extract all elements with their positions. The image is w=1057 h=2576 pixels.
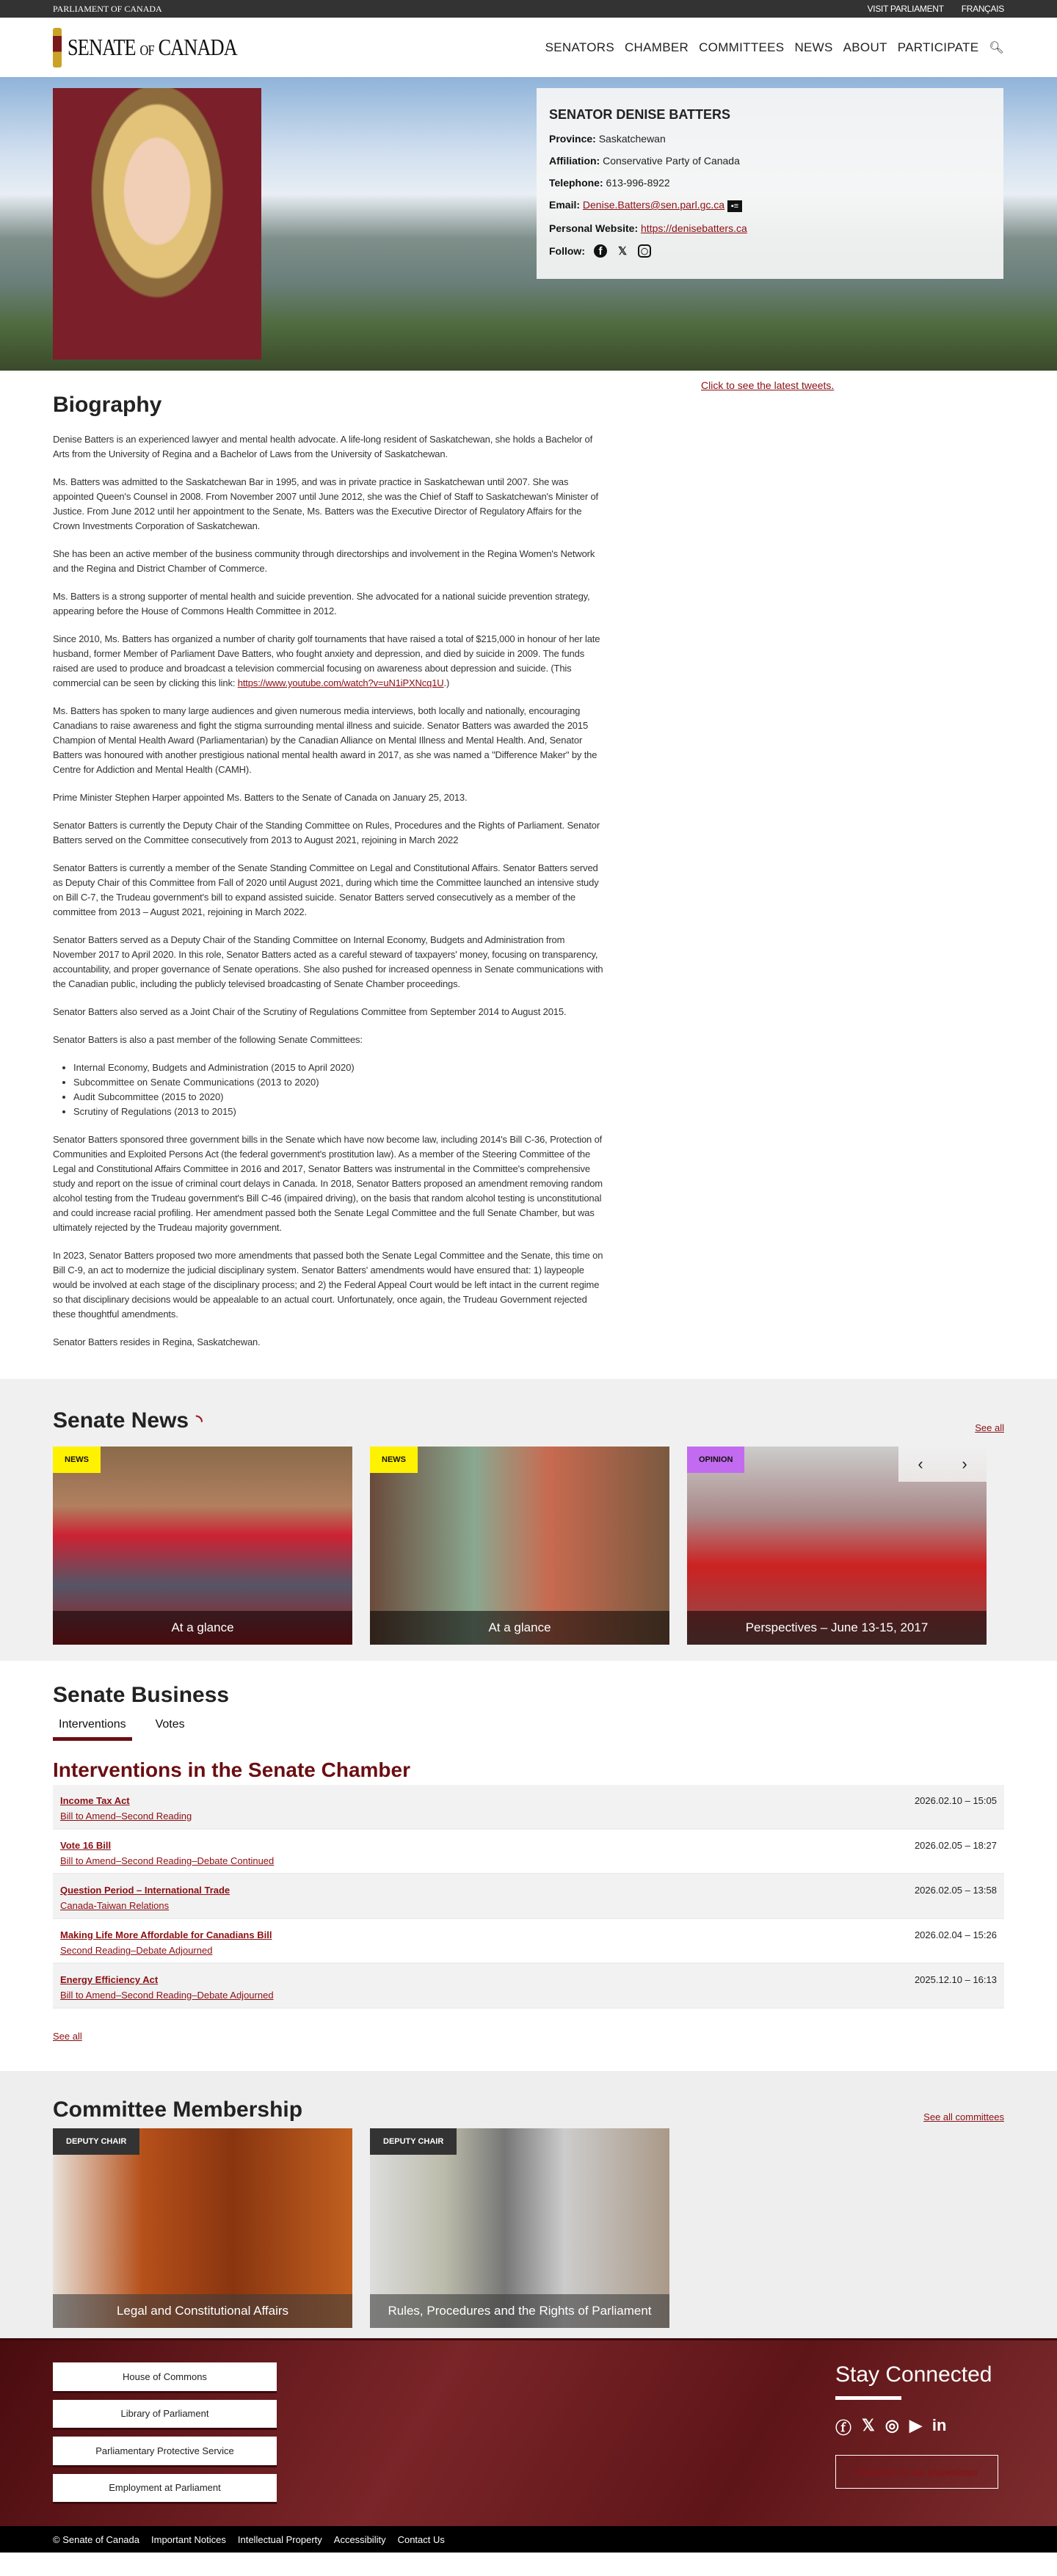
intervention-row (53, 1874, 1004, 1919)
search-icon[interactable]: 🔍︎ (989, 41, 1004, 54)
x-icon[interactable]: 𝕏 (862, 2416, 875, 2434)
intervention-title[interactable]: Making Life More Affordable for Canadians Bill (60, 1929, 272, 1940)
senate-news-section (0, 1379, 1057, 1661)
bio-paragraph: Ms. Batters was admitted to the Saskatchewan Bar in 1995, and was in private practice in Saskatchewan until 2007. She was appointed Queen's Counsel in 2008. From November 2007 until June 2012, she was the Chief of Staff to Saskatchewan's Minister of Justice. From June 2012 until her appointment to the Senate, Ms. Batters was the Executive Director of Regulatory Affairs for the Crown Investments Corporation of Saskatchewan. (53, 476, 599, 531)
bio-paragraph: Senator Batters sponsored three government bills in the Senate which have now become law, including 2014's Bill C-36, Protection of Communities and Exploited Persons Act (the federal government's prostitution law). As a member of the Steering Committee of the Legal and Constitutional Affairs Committee in 2016 and 2017, Senator Batters was instrumental in the Committee's comprehensive study and report on the issue of criminal court delays in Canada. In 2018, Senator Batters proposed an amendment removing random alcohol testing from the Trudeau government's Bill C-46 (impaired driving), on the basis that random alcohol testing is unconstitutional and could increase racial profiling. Her amendment passed both the Senate Legal Committee and the full Senate Chamber, but was ultimately rejected by the Trudeau majority government. (53, 1134, 603, 1233)
protective-service-link[interactable]: Parliamentary Protective Service (53, 2437, 277, 2467)
senate-business-section (0, 1661, 1057, 2071)
intervention-subtitle[interactable]: Bill to Amend–Second Reading–Debate Continued (60, 1855, 275, 1866)
senator-name: SENATOR DENISE BATTERS (549, 107, 731, 122)
contact-card-icon[interactable]: ▪≡ (727, 200, 742, 212)
list-item: • Internal Economy, Budgets and Administration (2015 to April 2020) (73, 1060, 608, 1075)
facebook-icon[interactable]: ⓕ (835, 2419, 852, 2437)
committee-heading: Committee Membership (53, 2097, 303, 2122)
bio-paragraph: Senator Batters is currently the Deputy Chair of the Standing Committee on Rules, Procedures and the Rights of Parliament. Senator Batters served on the Committee consecutively from 2013 to August 2021, rejoining in March 2022 (53, 820, 600, 845)
x-icon[interactable]: 𝕏 (617, 245, 628, 258)
intervention-title[interactable]: Energy Efficiency Act (60, 1974, 159, 1985)
important-notices-link[interactable]: Important Notices (151, 2533, 226, 2545)
telephone-label: Telephone: (549, 177, 603, 189)
profile-card (537, 88, 1003, 279)
website-label: Personal Website: (549, 222, 639, 234)
copyright: © Senate of Canada (53, 2533, 139, 2545)
parliament-link[interactable]: PARLIAMENT OF CANADA (53, 3, 162, 14)
news-card[interactable] (687, 1447, 987, 1645)
contact-us-link[interactable]: Contact Us (397, 2533, 445, 2545)
follow-label: Follow: (549, 245, 585, 257)
prev-arrow-icon[interactable]: ‹ (918, 1455, 923, 1473)
role-tag: DEPUTY CHAIR (53, 2128, 139, 2155)
bio-paragraph: Senator Batters also served as a Joint Chair of the Scrutiny of Regulations Committee from September 2014 to August 2015. (53, 1006, 567, 1017)
accessibility-link[interactable]: Accessibility (333, 2533, 386, 2545)
intervention-row (53, 1919, 1004, 1964)
youtube-link[interactable]: https://www.youtube.com/watch?v=uN1iPXNcq1U (237, 677, 444, 688)
logo-of: OF (139, 43, 154, 59)
affiliation-value: Conservative Party of Canada (603, 155, 740, 167)
committee-caption: Rules, Procedures and the Rights of Parliament (370, 2294, 669, 2328)
see-all-committees-link[interactable]: See all committees (923, 2111, 1004, 2122)
news-caption: At a glance (370, 1611, 669, 1645)
bottom-bar (0, 2526, 1057, 2553)
next-arrow-icon[interactable]: › (962, 1455, 967, 1473)
committee-card[interactable] (370, 2128, 669, 2328)
logo-text-end: CANADA (158, 34, 237, 60)
role-tag: DEPUTY CHAIR (370, 2128, 457, 2155)
profile-hero (0, 77, 1057, 391)
biography-heading: Biography (53, 393, 162, 417)
nav-chamber[interactable]: CHAMBER (624, 40, 689, 54)
news-card[interactable] (370, 1447, 669, 1645)
subscribe-button[interactable]: Subscribe to our eNewsletter (835, 2455, 998, 2489)
bio-paragraph: Senator Batters is also a past member of the following Senate Committees: (53, 1034, 363, 1045)
nav-news[interactable]: NEWS (794, 40, 833, 54)
province-label: Province: (549, 133, 596, 145)
bio-paragraph: In 2023, Senator Batters proposed two more amendments that passed both the Senate Legal Committee and the Senate, this time on Bill C-9, an act to modernize the judicial disciplinary system. Senator Batters' amendments would have ensured that: 1) laypeople would be involved at each stage of the disciplinary process; and 2) the Federal Appeal Court would be left intact in the current regime so that disciplinary decisions would be appealable to an actual court. Unfortunately, once again, the Trudeau Government rejected these thoughtful amendments. (53, 1250, 603, 1320)
visit-parliament-link[interactable]: VISIT PARLIAMENT (867, 4, 944, 14)
logo-text: SENATE (68, 34, 136, 60)
bio-paragraph: Senator Batters served as a Deputy Chair of the Standing Committee on Internal Economy, Budgets and Administration from November 2017 to April 2020. In this role, Senator Batters acted as a careful steward of taxpayers' money, focusing on transparency, accountability, and proper governance of Senate operations. She also pushed for increased openness in Senate communications with the Canadian public, including the publicly televised broadcasting of Senate Chamber proceedings. (53, 934, 603, 989)
main-nav (545, 40, 1004, 55)
affiliation-label: Affiliation: (549, 155, 600, 167)
business-tabs (53, 1718, 1004, 1741)
bio-paragraph: She has been an active member of the business community through directorships and involvement in the Regina Women's Network and the Regina and District Chamber of Commerce. (53, 548, 595, 574)
nav-senators[interactable]: SENATORS (545, 40, 614, 54)
facebook-icon[interactable]: f (594, 244, 607, 258)
carousel-controls (898, 1447, 987, 1482)
mace-icon (53, 28, 62, 68)
bio-paragraph: Prime Minister Stephen Harper appointed Ms. Batters to the Senate of Canada on January 25, 2013. (53, 792, 468, 803)
latest-tweets-link[interactable]: Click to see the latest tweets. (701, 379, 835, 391)
nav-committees[interactable]: COMMITTEES (699, 40, 785, 54)
tab-votes[interactable]: Votes (155, 1718, 185, 1731)
committee-card[interactable] (53, 2128, 352, 2328)
rss-icon[interactable]: ◝ (196, 1411, 203, 1430)
bio-paragraph: Ms. Batters is a strong supporter of mental health and suicide prevention. She advocated for a national suicide prevention strategy, appearing before the House of Commons Health Committee in 2012. (53, 591, 590, 616)
committee-caption: Legal and Constitutional Affairs (53, 2294, 352, 2328)
site-footer (0, 2338, 1057, 2526)
intervention-subtitle[interactable]: Bill to Amend–Second Reading (60, 1811, 192, 1822)
news-tag: OPINION (687, 1447, 744, 1473)
intervention-row (53, 1785, 1004, 1830)
committee-membership-section (0, 2071, 1057, 2338)
instagram-icon[interactable]: ◯ (638, 244, 651, 258)
email-label: Email: (549, 199, 581, 211)
site-header (0, 18, 1057, 77)
nav-about[interactable]: ABOUT (843, 40, 887, 54)
tab-interventions[interactable]: Interventions (53, 1718, 132, 1741)
top-bar (0, 0, 1057, 18)
divider (835, 2396, 901, 2400)
bio-paragraph: Senator Batters resides in Regina, Saskatchewan. (53, 1336, 261, 1347)
stay-connected-heading: Stay Connected (835, 2362, 992, 2387)
bio-paragraph: Senator Batters is currently a member of the Senate Standing Committee on Legal and Constitutional Affairs. Senator Batters served as Deputy Chair of this Committee from Fall of 2020 until August 2021, during which time the Committee launched an intensive study on Bill C-7, the Trudeau government's bill to expand assisted suicide. Senator Batters served consecutively as a member of the committee from 2013 – August 2021, rejoining in March 2022. (53, 862, 599, 917)
past-committees-list (73, 1060, 608, 1119)
intervention-row (53, 1964, 1004, 2009)
news-caption: At a glance (53, 1611, 352, 1645)
library-of-parliament-link[interactable]: Library of Parliament (53, 2400, 277, 2431)
intervention-date: 2026.02.04 – 15:26 (914, 1929, 997, 1940)
youtube-icon[interactable]: ▶ (909, 2416, 922, 2434)
interventions-list (53, 1785, 1004, 2009)
linkedin-icon[interactable]: in (931, 2416, 947, 2434)
news-tag: NEWS (370, 1447, 418, 1473)
house-of-commons-link[interactable]: House of Commons (53, 2362, 277, 2393)
intervention-title[interactable]: Vote 16 Bill (60, 1840, 112, 1851)
interventions-heading: Interventions in the Senate Chamber (53, 1758, 410, 1781)
employment-link[interactable]: Employment at Parliament (53, 2474, 277, 2505)
bio-paragraph: Ms. Batters has spoken to many large audiences and given numerous media interviews, both locally and nationally, encouraging Canadians to raise awareness and fight the stigma surrounding mental illness and suicide. Senator Batters was awarded the 2015 Champion of Mental Health Award (Parliamentarian) by the Canadian Alliance on Mental Illness and Mental Health. And, Senator Batters was honoured with another prestigious national mental health award in 2017, as she was named a "Difference Maker" by the Centre for Addiction and Mental Health (CAMH). (53, 705, 597, 775)
intervention-title[interactable]: Question Period – International Trade (60, 1885, 230, 1896)
business-heading: Senate Business (53, 1683, 230, 1707)
intervention-subtitle[interactable]: Second Reading–Debate Adjourned (60, 1945, 213, 1956)
intervention-subtitle[interactable]: Canada-Taiwan Relations (60, 1900, 170, 1911)
intellectual-property-link[interactable]: Intellectual Property (237, 2533, 322, 2545)
news-tag: NEWS (53, 1447, 101, 1473)
language-toggle[interactable]: FRANÇAIS (961, 4, 1004, 14)
news-heading: Senate News (53, 1408, 189, 1433)
intervention-date: 2025.12.10 – 16:13 (914, 1974, 997, 1985)
list-item: • Audit Subcommittee (2015 to 2020) (73, 1090, 608, 1105)
intervention-date: 2026.02.05 – 18:27 (914, 1840, 997, 1851)
bio-paragraph (53, 632, 608, 691)
province-value: Saskatchewan (598, 133, 666, 145)
intervention-date: 2026.02.05 – 13:58 (914, 1885, 997, 1896)
nav-participate[interactable]: PARTICIPATE (897, 40, 979, 54)
website-link[interactable]: https://denisebatters.ca (641, 222, 747, 234)
senator-portrait (53, 88, 261, 360)
bio-text: .) (443, 677, 450, 688)
bio-paragraph: Denise Batters is an experienced lawyer and mental health advocate. A life-long resident of Saskatchewan, she holds a Bachelor of Arts from the University of Regina and a Bachelor of Laws from the University of Saskatchewan. (53, 434, 593, 459)
instagram-icon[interactable]: ◎ (885, 2416, 899, 2434)
bio-text: Since 2010, Ms. Batters has organized a number of charity golf tournaments that have raised a total of $215,000 in honour of her late husband, former Member of Parliament Dave Batters, who fought anxiety and depression, and died by suicide in 2009. The funds raised are used to produce and broadcast a television commercial focusing on awareness about depression and suicide. (This commercial can be seen by clicking this link: (53, 633, 600, 688)
interventions-see-all-link[interactable]: See all (53, 2031, 82, 2042)
senate-logo[interactable] (53, 28, 275, 68)
email-link[interactable]: Denise.Batters@sen.parl.gc.ca (582, 199, 725, 211)
intervention-subtitle[interactable]: Bill to Amend–Second Reading–Debate Adjourned (60, 1990, 274, 2001)
list-item: • Subcommittee on Senate Communications (2013 to 2020) (73, 1075, 608, 1090)
intervention-row (53, 1830, 1004, 1874)
intervention-title[interactable]: Income Tax Act (60, 1795, 130, 1806)
telephone-value: 613-996-8922 (606, 177, 670, 189)
news-see-all-link[interactable]: See all (975, 1422, 1004, 1433)
intervention-date: 2026.02.10 – 15:05 (914, 1795, 997, 1806)
list-item: • Scrutiny of Regulations (2013 to 2015) (73, 1105, 608, 1119)
biography-section (0, 371, 661, 1350)
news-card[interactable] (53, 1447, 352, 1645)
news-caption: Perspectives – June 13-15, 2017 (687, 1611, 987, 1645)
